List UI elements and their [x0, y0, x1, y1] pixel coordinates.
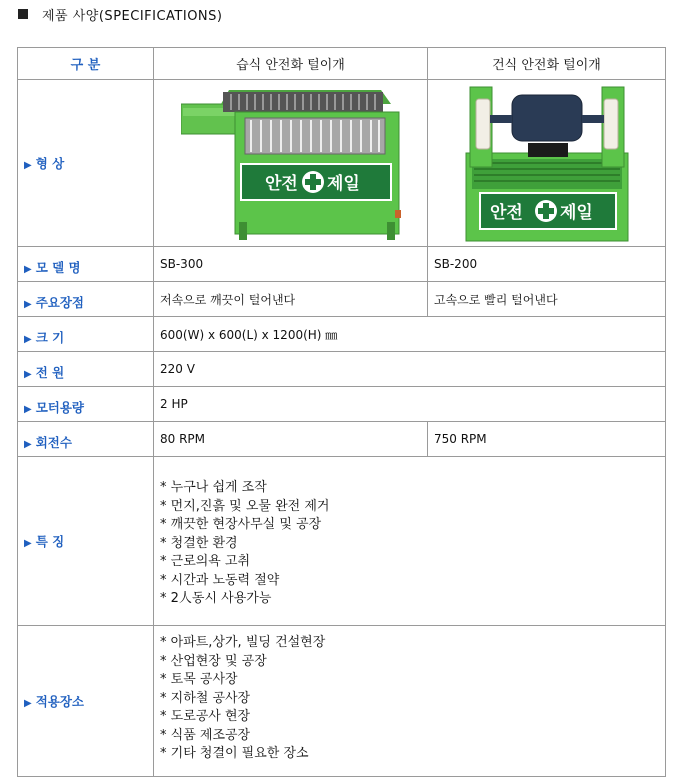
- motor-label: 모터용량: [35, 400, 85, 415]
- wet-shoe-cleaner-image: [181, 82, 401, 242]
- svg-text:제일: 제일: [326, 173, 360, 194]
- model-row: [18, 247, 666, 282]
- list-item: * 아파트,상가, 빌딩 건설현장: [160, 635, 326, 650]
- list-item: * 2人동시 사용가능: [160, 591, 272, 607]
- traits-label: 특 징: [35, 534, 65, 549]
- table-header-row: [18, 48, 666, 80]
- triangle-bullet-icon: ▶: [24, 404, 32, 415]
- list-item: * 식품 제조공장: [160, 727, 251, 743]
- model-b-value: SB-200: [428, 247, 666, 282]
- list-item: * 도로공사 현장: [160, 709, 251, 724]
- advantage-row: [18, 282, 666, 317]
- wet-cleaner-image-cell: [154, 80, 428, 247]
- list-item: * 먼지,진흙 및 오물 완전 제거: [160, 498, 330, 514]
- model-label: 모 델 명: [35, 260, 81, 275]
- triangle-bullet-icon: ▶: [24, 439, 32, 450]
- motor-row: [18, 387, 666, 422]
- list-item: * 시간과 노동력 절약: [160, 572, 280, 588]
- size-value: 600(W) x 600(L) x 1200(H) ㎜: [154, 317, 666, 352]
- size-row: [18, 317, 666, 352]
- triangle-bullet-icon: ▶: [24, 369, 32, 380]
- traits-list-cell: [154, 457, 666, 626]
- power-label-cell: [18, 352, 154, 387]
- triangle-bullet-icon: ▶: [24, 538, 32, 549]
- advantage-b-value: 고속으로 빨리 털어낸다: [428, 282, 666, 317]
- rpm-label-cell: [18, 422, 154, 457]
- spec-table: [17, 47, 666, 777]
- triangle-bullet-icon: ▶: [24, 698, 32, 709]
- dry-cleaner-image-cell: [428, 80, 666, 247]
- list-item: * 청결한 환경: [160, 535, 238, 551]
- list-item: * 기타 청결이 필요한 장소: [160, 746, 309, 761]
- header-category: 구 분: [18, 48, 154, 80]
- traits-row: [18, 457, 666, 626]
- triangle-bullet-icon: ▶: [24, 299, 32, 310]
- power-label: 전 원: [35, 365, 65, 380]
- places-list: [160, 634, 659, 764]
- rpm-b-value: 750 RPM: [428, 422, 666, 457]
- header-model-a: 습식 안전화 털이개: [154, 48, 428, 80]
- model-a-value: SB-300: [154, 247, 428, 282]
- advantage-label-cell: [18, 282, 154, 317]
- svg-text:제일: 제일: [559, 202, 593, 223]
- places-list-cell: [154, 626, 666, 777]
- advantage-a-value: 저속으로 깨끗이 털어낸다: [154, 282, 428, 317]
- rpm-a-value: 80 RPM: [154, 422, 428, 457]
- shape-label-cell: [18, 80, 154, 247]
- header-model-b: 건식 안전화 털이개: [428, 48, 666, 80]
- square-bullet-icon: [18, 9, 28, 19]
- size-label: 크 기: [35, 330, 65, 345]
- triangle-bullet-icon: ▶: [24, 334, 32, 345]
- model-label-cell: [18, 247, 154, 282]
- list-item: * 깨끗한 현장사무실 및 공장: [160, 517, 322, 533]
- rpm-label: 회전수: [35, 435, 72, 450]
- list-item: * 산업현장 및 공장: [160, 653, 267, 669]
- triangle-bullet-icon: ▶: [24, 160, 32, 171]
- list-item: * 누구나 쉽게 조작: [160, 480, 267, 496]
- shape-label: 형 상: [35, 156, 65, 171]
- motor-value: 2 HP: [154, 387, 666, 422]
- traits-list: [160, 479, 659, 609]
- power-value: 220 V: [154, 352, 666, 387]
- list-item: * 지하철 공사장: [160, 690, 251, 706]
- triangle-bullet-icon: ▶: [24, 264, 32, 275]
- places-label: 적용장소: [35, 694, 85, 709]
- power-row: [18, 352, 666, 387]
- rpm-row: [18, 422, 666, 457]
- svg-text:안전: 안전: [489, 202, 523, 223]
- list-item: * 근로의욕 고취: [160, 554, 251, 570]
- motor-label-cell: [18, 387, 154, 422]
- list-item: * 토목 공사장: [160, 672, 238, 687]
- section-heading: [18, 4, 222, 24]
- section-title: 제품 사양(SPECIFICATIONS): [42, 8, 223, 24]
- svg-text:안전: 안전: [264, 173, 298, 194]
- places-row: [18, 626, 666, 777]
- size-label-cell: [18, 317, 154, 352]
- advantage-label: 주요장점: [35, 295, 85, 310]
- places-label-cell: [18, 626, 154, 777]
- traits-label-cell: [18, 457, 154, 626]
- shape-row: [18, 80, 666, 247]
- dry-shoe-cleaner-image: [464, 81, 630, 243]
